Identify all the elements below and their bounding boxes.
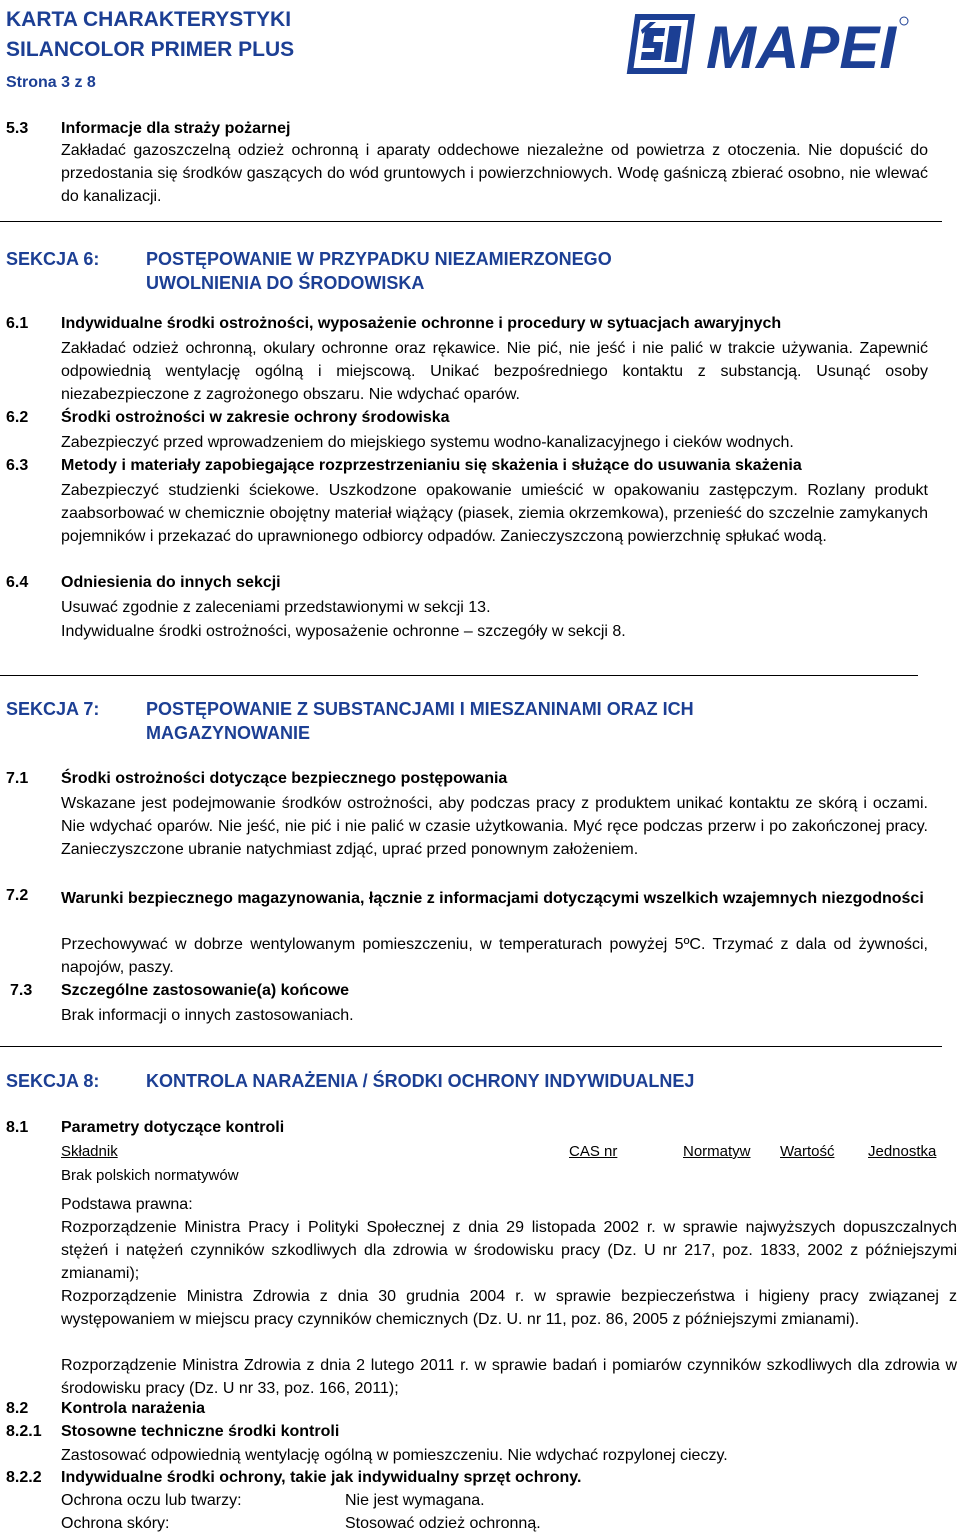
paragraph: Przechowywać w dobrze wentylowanym pomieszczeniu, w temperaturach powyżej 5ºC. Trzymać z dala od żywności, napojów, paszy. [61, 936, 928, 976]
subsection-title: Stosowne techniczne środki kontroli [61, 1423, 340, 1440]
divider [0, 221, 942, 222]
paragraph: Brak informacji o innych zastosowaniach. [61, 1007, 354, 1024]
section-label: SEKCJA 7: [6, 699, 100, 719]
section-number: 6.1 [6, 315, 29, 332]
column-header-value: Wartość [780, 1143, 835, 1160]
regulation-text: Rozporządzenie Ministra Zdrowia z dnia 30 grudnia 2004 r. w sprawie bezpieczeństwa i higieny pracy związanej z występowaniem w miejscu pracy czynników chemicznych (Dz. U. nr 11, poz. 86, 2005 z późniejszymi zmianami). [61, 1288, 957, 1328]
paragraph: Zakładać gazoszczelną odzież ochronną i aparaty oddechowe niezależne od powietrza z otoczenia. Nie dopuścić do przedostania się środków gaszących do wód gruntowych i powierzchniowych. Wodę gaśniczą zbierać osobno, nie wlewać do kanalizacji. [61, 142, 928, 205]
subsection-title: Indywidualne środki ochrony, takie jak indywidualny sprzęt ochrony. [61, 1469, 582, 1486]
subsection-title: Informacje dla straży pożarnej [61, 120, 291, 137]
mapei-logo [622, 8, 912, 80]
regulation-text: Rozporządzenie Ministra Zdrowia z dnia 2 lutego 2011 r. w sprawie badań i pomiarów czynników szkodliwych dla zdrowia w środowisku pracy (Dz. U nr 33, poz. 166, 2011); [61, 1357, 957, 1397]
product-name: SILANCOLOR PRIMER PLUS [6, 38, 295, 61]
divider [0, 1046, 942, 1047]
section-label: SEKCJA 8: [6, 1071, 100, 1091]
no-norms-note: Brak polskich normatywów [61, 1167, 239, 1184]
document-title: KARTA CHARAKTERYSTYKI [6, 8, 292, 31]
protection-label: Ochrona skóry: [61, 1515, 170, 1532]
section-number: 7.2 [6, 887, 29, 904]
section-title: POSTĘPOWANIE W PRZYPADKU NIEZAMIERZONEGO UWOLNIENIA DO ŚRODOWISKA [146, 249, 612, 293]
paragraph: Indywidualne środki ostrożności, wyposażenie ochronne – szczegóły w sekcji 8. [61, 623, 626, 640]
section-number: 5.3 [6, 120, 29, 137]
section-number: 6.4 [6, 574, 29, 591]
subsection-title: Szczególne zastosowanie(a) końcowe [61, 982, 350, 999]
subsection-title: Parametry dotyczące kontroli [61, 1119, 285, 1136]
subsection-title: Kontrola narażenia [61, 1400, 206, 1417]
protection-label: Ochrona oczu lub twarzy: [61, 1492, 242, 1509]
section-number: 7.3 [10, 982, 33, 999]
page-number: Strona 3 z 8 [6, 74, 96, 91]
column-header-component: Składnik [61, 1143, 118, 1160]
section-title: KONTROLA NARAŻENIA / ŚRODKI OCHRONY INDYWIDUALNEJ [146, 1071, 695, 1091]
protection-value: Nie jest wymagana. [345, 1492, 485, 1509]
protection-value: Stosować odzież ochronną. [345, 1515, 541, 1532]
column-header-unit: Jednostka [868, 1143, 937, 1160]
logo-wordmark: MAPEI [706, 14, 897, 80]
legal-basis-label: Podstawa prawna: [61, 1196, 193, 1213]
section-number: 6.3 [6, 457, 29, 474]
regulation-text: Rozporządzenie Ministra Pracy i Polityki Społecznej z dnia 29 listopada 2002 r. w sprawie najwyższych dopuszczalnych stężeń i natężeń czynników szkodliwych dla zdrowia w środowisku pracy (Dz. U nr 217, poz. 1833, 2002 z późniejszymi zmianami); [61, 1219, 957, 1282]
paragraph: Zabezpieczyć studzienki ściekowe. Uszkodzone opakowanie umieścić w opakowaniu zastępczym. Rozlany produkt zaabsorbować w chemicznie obojętny materiał wiążący (piasek, ziemia okrzemkowa), przenieść do szczelnie zamykanych pojemników i przekazać do uprawnionego odbiorcy odpadów. Zanieczyszczoną powierzchnię spłukać wodą. [61, 482, 928, 545]
column-header-norm: Normatyw [683, 1143, 751, 1160]
subsection-title: Środki ostrożności w zakresie ochrony środowiska [61, 409, 450, 426]
mapei-logo-graphic [622, 8, 912, 80]
section-number: 8.2.1 [6, 1423, 42, 1440]
section-number: 8.2 [6, 1400, 29, 1417]
subsection-title: Odniesienia do innych sekcji [61, 574, 281, 591]
paragraph: Wskazane jest podejmowanie środków ostrożności, aby podczas pracy z produktem unikać kontaktu ze skórą i oczami. Nie wdychać oparów. Nie jeść, nie pić i nie palić w czasie użytkowania. Myć ręce podczas przerw i po zakończonej pracy. Zanieczyszczone ubranie natychmiast zdjąć, uprać przed ponownym założeniem. [61, 795, 928, 858]
section-number: 8.1 [6, 1119, 29, 1136]
section-number: 8.2.2 [6, 1469, 42, 1486]
paragraph: Zabezpieczyć przed wprowadzeniem do miejskiego systemu wodno-kanalizacyjnego i cieków wodnych. [61, 434, 794, 451]
paragraph: Usuwać zgodnie z zaleceniami przedstawionymi w sekcji 13. [61, 599, 491, 616]
section-label: SEKCJA 6: [6, 249, 100, 269]
column-header-cas: CAS nr [569, 1143, 618, 1160]
section-number: 7.1 [6, 770, 29, 787]
subsection-title: Indywidualne środki ostrożności, wyposażenie ochronne i procedury w sytuacjach awaryjnych [61, 315, 782, 332]
subsection-title: Metody i materiały zapobiegające rozprzestrzenianiu się skażenia i służące do usuwania skażenia [61, 457, 802, 474]
subsection-title: Środki ostrożności dotyczące bezpiecznego postępowania [61, 770, 508, 787]
section-number: 6.2 [6, 409, 29, 426]
section-title: POSTĘPOWANIE Z SUBSTANCJAMI I MIESZANINAMI ORAZ ICH MAGAZYNOWANIE [146, 699, 694, 743]
paragraph: Zakładać odzież ochronną, okulary ochronne oraz rękawice. Nie pić, nie jeść i nie palić w trakcie używania. Zapewnić odpowiednią wentylację ogólną i miejscową. Unikać bezpośredniego kontaktu z substancją. Usunąć osoby niezabezpieczone z zagrożonego obszaru. Nie wdychać oparów. [61, 340, 928, 403]
subsection-title: Warunki bezpiecznego magazynowania, łącznie z informacjami dotyczącymi wszelkich wzajemnych niezgodności [61, 890, 924, 907]
paragraph: Zastosować odpowiednią wentylację ogólną w pomieszczeniu. Nie wdychać rozpylonej cieczy. [61, 1447, 728, 1464]
divider [0, 675, 918, 676]
